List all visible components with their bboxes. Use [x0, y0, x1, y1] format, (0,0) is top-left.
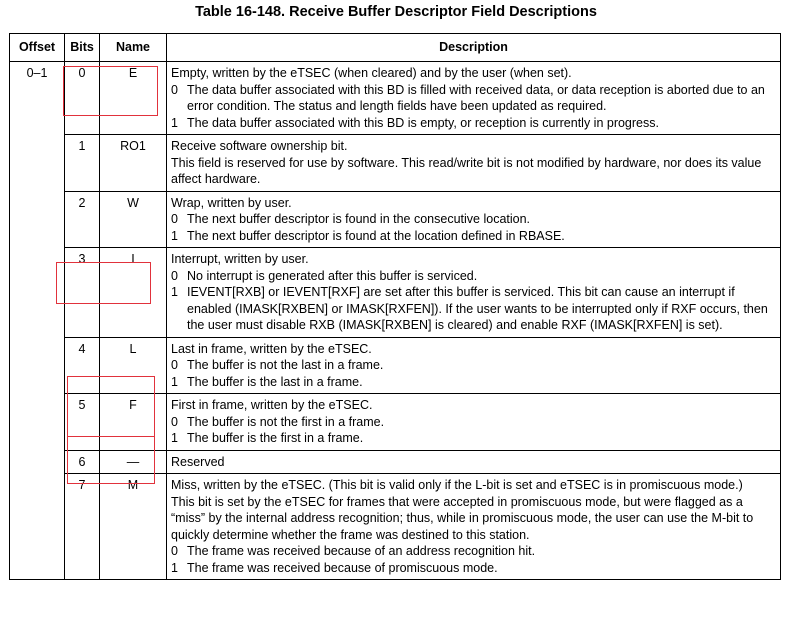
table-caption: Table 16-148. Receive Buffer Descriptor Field Descriptions — [195, 4, 597, 20]
name-cell: F — [100, 394, 167, 451]
item-text: The buffer is not the last in a frame. — [187, 358, 384, 372]
item-text: The data buffer associated with this BD is empty, or reception is currently in progress. — [187, 115, 659, 130]
offset-cell: 0–1 — [10, 62, 65, 580]
description-cell — [167, 135, 781, 192]
item-value: 1 — [171, 374, 178, 389]
description-item — [171, 560, 776, 577]
description-lead: First in frame, written by the eTSEC. — [171, 398, 373, 412]
table-row — [10, 135, 781, 192]
header-bits: Bits — [65, 34, 100, 62]
field-description-table — [9, 33, 781, 580]
item-value: 1 — [171, 560, 178, 575]
item-value: 0 — [171, 212, 178, 226]
item-text: The data buffer associated with this BD is filled with received data, or data reception is aborted due to an error condition. The status and length fields have been updated as required. — [187, 82, 765, 113]
description-item — [171, 414, 776, 431]
description-extra: This bit is set by the eTSEC for frames that were accepted in promiscuous mode, but were flagged as a “miss” by the internal address recognition; thus, while in promiscuous mode, the user can use the M-bit to quickly determine whether the frame was destined to this station. — [171, 494, 754, 542]
name-cell: W — [100, 191, 167, 248]
description-cell — [167, 450, 781, 474]
item-text: The next buffer descriptor is found in the consecutive location. — [187, 212, 531, 226]
item-value: 1 — [171, 285, 178, 299]
item-value: 0 — [171, 82, 178, 97]
description-item — [171, 543, 776, 560]
description-cell — [167, 62, 781, 135]
item-value: 1 — [171, 228, 178, 243]
item-value: 0 — [171, 268, 178, 283]
item-text: The frame was received because of promiscuous mode. — [187, 560, 498, 575]
description-lead: Last in frame, written by the eTSEC. — [171, 341, 372, 356]
description-cell — [167, 394, 781, 451]
bits-cell: 6 — [65, 450, 100, 474]
description-item — [171, 374, 776, 391]
description-lead: Reserved — [171, 454, 225, 469]
header-name: Name — [100, 34, 167, 62]
description-item — [171, 115, 776, 132]
description-item — [171, 228, 776, 245]
header-offset: Offset — [10, 34, 65, 62]
table-body — [10, 62, 781, 580]
description-lead: Interrupt, written by user. — [171, 252, 309, 266]
description-extra: This field is reserved for use by software. This read/write bit is not modified by hardware, nor does its value affect hardware. — [171, 155, 762, 186]
item-text: The frame was received because of an address recognition hit. — [187, 544, 536, 558]
header-description: Description — [167, 34, 781, 62]
table-header-row — [10, 34, 781, 62]
description-lead: Miss, written by the eTSEC. (This bit is valid only if the L-bit is set and eTSEC is in promiscuous mode.) — [171, 478, 743, 492]
description-cell — [167, 191, 781, 248]
bits-cell: 4 — [65, 337, 100, 394]
name-cell: RO1 — [100, 135, 167, 192]
item-value: 0 — [171, 544, 178, 558]
item-text: The buffer is the first in a frame. — [187, 431, 364, 445]
item-value: 1 — [171, 115, 178, 130]
description-item — [171, 284, 776, 334]
item-value: 0 — [171, 358, 178, 372]
description-cell — [167, 474, 781, 580]
description-item — [171, 82, 776, 115]
table-row — [10, 191, 781, 248]
item-value: 0 — [171, 414, 178, 429]
description-lead: Receive software ownership bit. — [171, 139, 348, 153]
description-item — [171, 357, 776, 374]
description-lead: Empty, written by the eTSEC (when cleared) and by the user (when set). — [171, 66, 572, 80]
item-text: The next buffer descriptor is found at the location defined in RBASE. — [187, 228, 565, 243]
name-cell: E — [100, 62, 167, 135]
description-item — [171, 211, 776, 228]
table-row — [10, 450, 781, 474]
table-row — [10, 337, 781, 394]
name-cell: — — [100, 450, 167, 474]
table-row — [10, 62, 781, 135]
description-cell — [167, 337, 781, 394]
table-row — [10, 248, 781, 338]
description-cell — [167, 248, 781, 338]
bits-cell: 7 — [65, 474, 100, 580]
description-item — [171, 268, 776, 285]
bits-cell: 0 — [65, 62, 100, 135]
table-row — [10, 394, 781, 451]
item-text: The buffer is not the first in a frame. — [187, 414, 385, 429]
item-text: The buffer is the last in a frame. — [187, 374, 363, 389]
name-cell: I — [100, 248, 167, 338]
item-text: No interrupt is generated after this buffer is serviced. — [187, 268, 478, 283]
name-cell: L — [100, 337, 167, 394]
description-item — [171, 430, 776, 447]
description-lead: Wrap, written by user. — [171, 195, 292, 210]
bits-cell: 5 — [65, 394, 100, 451]
item-text: IEVENT[RXB] or IEVENT[RXF] are set after this buffer is serviced. This bit can cause an interrupt if enabled (IMASK[RXBEN] or IMASK[RXFEN]). If the user wants to be interrupted only if RXF occurs, then the user must disable RXB (IMASK[RXBEN] is cleared) and enable RXF (IMASK[RXFEN] is set). — [187, 285, 768, 332]
bits-cell: 1 — [65, 135, 100, 192]
item-value: 1 — [171, 431, 178, 445]
name-cell: M — [100, 474, 167, 580]
bits-cell: 2 — [65, 191, 100, 248]
bits-cell: 3 — [65, 248, 100, 338]
table-row — [10, 474, 781, 580]
